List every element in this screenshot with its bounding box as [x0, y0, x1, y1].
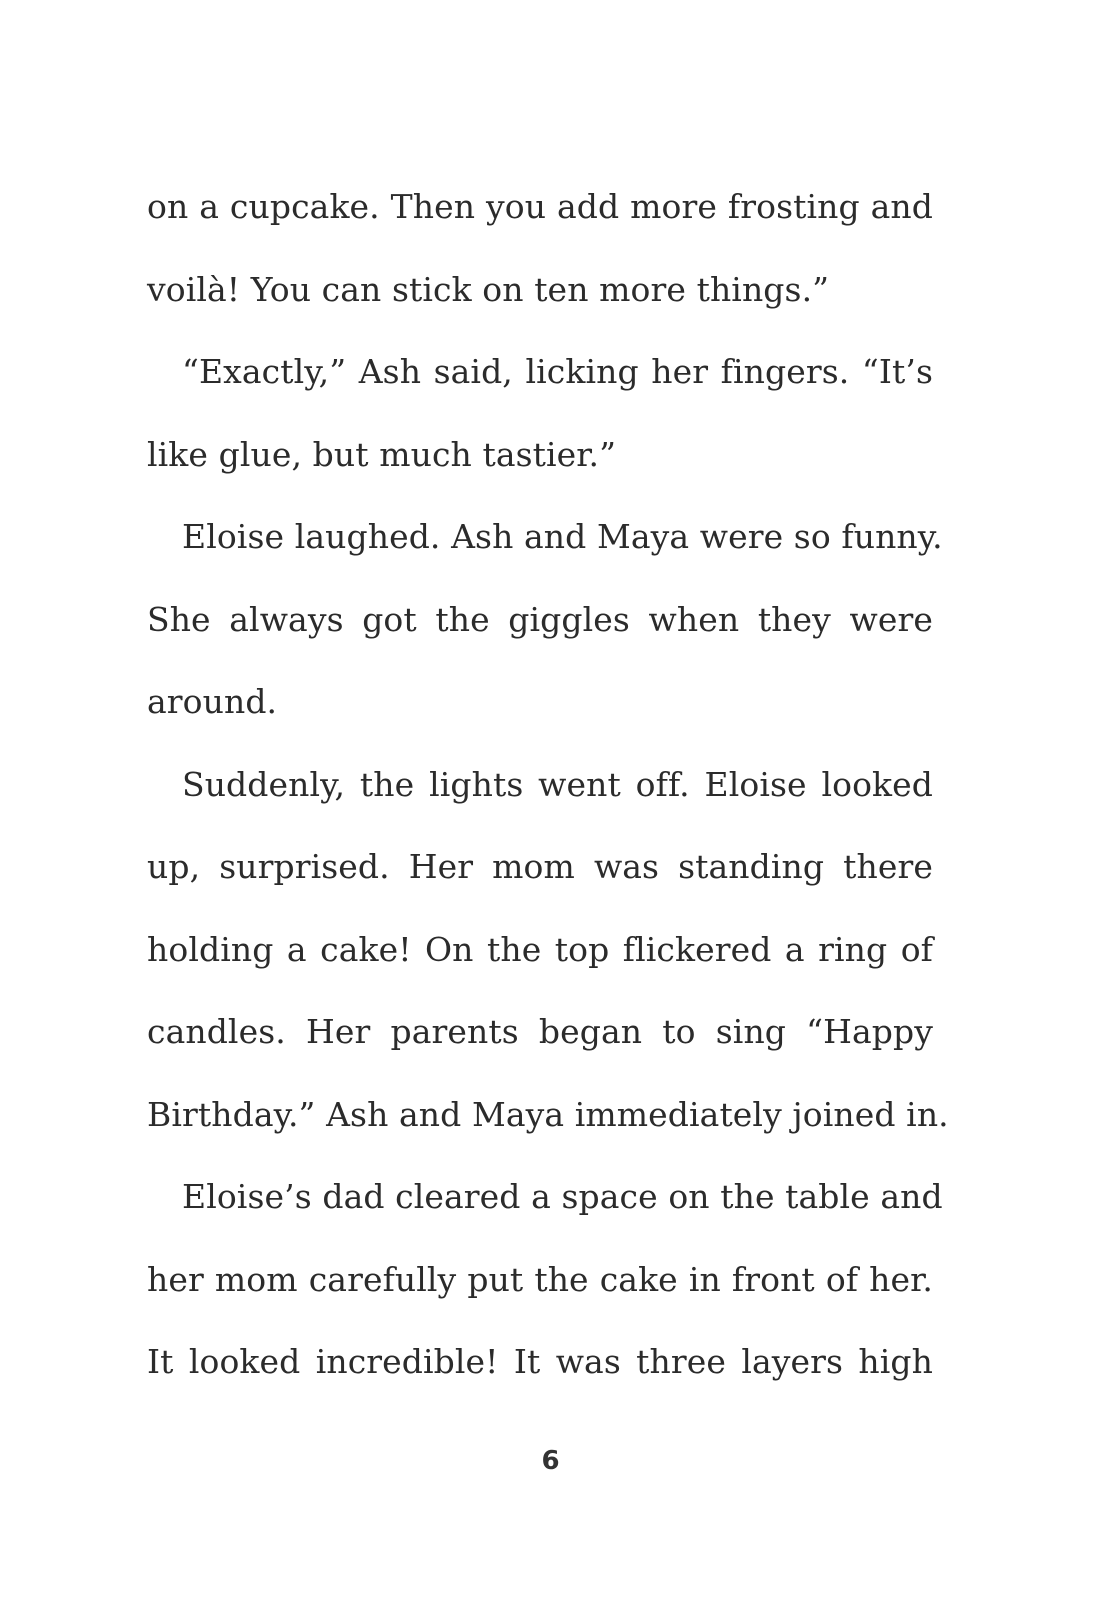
page-number: 6	[541, 1446, 560, 1476]
text-line: up, surprised. Her mom was standing there	[147, 847, 933, 886]
text-line: Suddenly, the lights went off. Eloise looked	[182, 764, 933, 804]
text-line: her mom carefully put the cake in front of her.	[147, 1259, 933, 1299]
text-line: Birthday.” Ash and Maya immediately joined in.	[147, 1094, 949, 1134]
text-line: holding a cake! On the top flickered a ring of	[147, 929, 933, 969]
text-line: voilà! You can stick on ten more things.”	[147, 269, 830, 309]
text-line: like glue, but much tastier.”	[147, 434, 617, 474]
text-line: “Exactly,” Ash said, licking her fingers. “It’s	[182, 352, 933, 391]
text-line: It looked incredible! It was three layers high	[147, 1342, 933, 1381]
text-line: candles. Her parents began to sing “Happy	[147, 1012, 933, 1051]
text-line: Eloise laughed. Ash and Maya were so funny.	[182, 517, 943, 556]
body-text	[147, 166, 949, 1404]
text-line: Eloise’s dad cleared a space on the table and	[182, 1177, 943, 1216]
text-line: around.	[147, 682, 278, 721]
text-line: on a cupcake. Then you add more frosting and	[147, 187, 933, 226]
text-line: She always got the giggles when they were	[147, 599, 933, 639]
